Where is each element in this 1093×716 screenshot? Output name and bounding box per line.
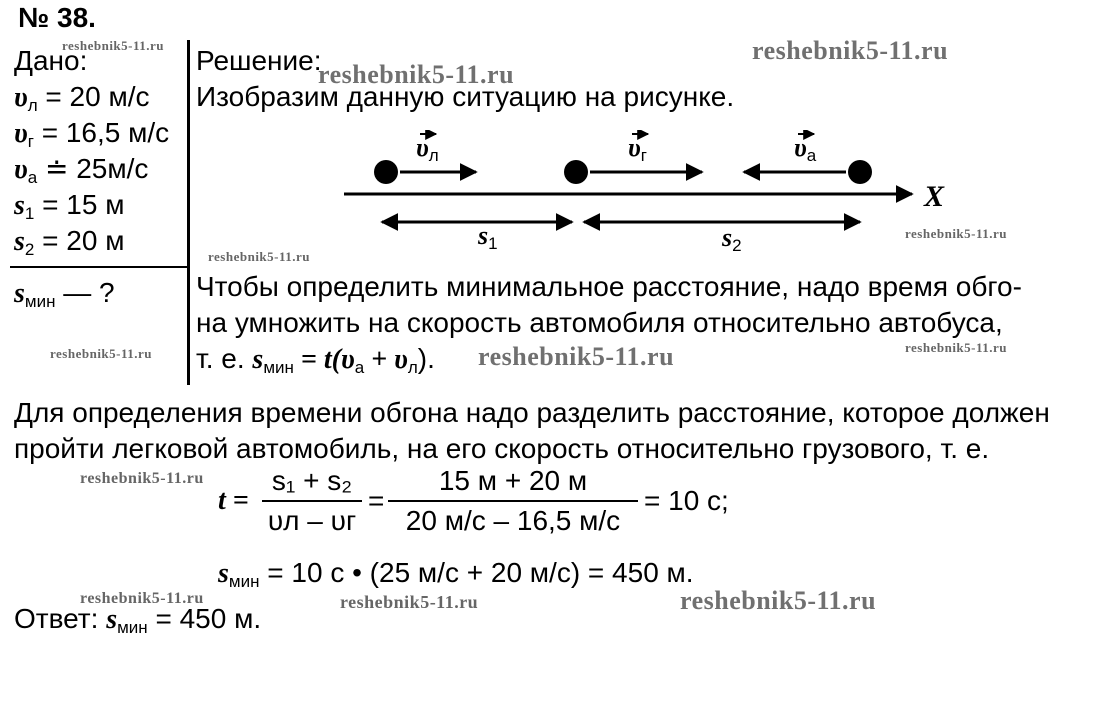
watermark: reshebnik5-11.ru	[80, 590, 204, 607]
eq1-eq: =	[368, 485, 385, 516]
watermark: reshebnik5-11.ru	[752, 36, 949, 65]
car-light	[374, 160, 398, 184]
axis-label-x: X	[924, 180, 945, 213]
solution-line: пройти легковой автомобиль, на его скорость относительно грузового, т. е.	[14, 433, 990, 464]
given-header: Дано:	[14, 45, 88, 76]
watermark: reshebnik5-11.ru	[62, 38, 165, 53]
problem-number: № 38.	[18, 2, 96, 33]
fraction-bar	[262, 500, 362, 502]
given-item: $\upsilon_л = 20$ м/с	[14, 81, 150, 115]
eq1-num2: 15 м + 20 м	[438, 465, 588, 496]
solution-header: Решение:	[196, 45, 322, 76]
label-v-truck: $\upsilon_г$	[628, 133, 647, 165]
watermark: reshebnik5-11.ru	[50, 346, 153, 361]
label-v-bus: $\upsilon_а$	[794, 133, 817, 165]
watermark: reshebnik5-11.ru	[680, 586, 877, 615]
eq1-den1: υл – υг	[267, 505, 357, 536]
answer: Ответ: $s_{мин} = 450$ м.	[14, 603, 262, 637]
label-s2: $s_2$	[722, 223, 742, 255]
watermark: reshebnik5-11.ru	[905, 340, 1008, 355]
find-item: $s_{мин}$ — ?	[14, 277, 115, 311]
eq1-lhs: t =	[218, 485, 249, 516]
label-v-light: $\upsilon_л$	[416, 133, 439, 165]
solution-line: Для определения времени обгона надо разделить расстояние, которое должен	[14, 397, 1050, 428]
given-divider-horizontal	[10, 266, 190, 268]
car-bus	[848, 160, 872, 184]
given-item: $s_1 = 15$ м	[14, 189, 125, 223]
solution-line: Изобразим данную ситуацию на рисунке.	[196, 81, 735, 112]
watermark: reshebnik5-11.ru	[905, 226, 1008, 241]
fraction-bar	[388, 500, 638, 502]
car-truck	[564, 160, 588, 184]
solution-line: на умножить на скорость автомобиля относительно автобуса,	[196, 307, 1003, 338]
watermark: reshebnik5-11.ru	[80, 470, 204, 487]
label-s1: $s_1$	[478, 221, 498, 253]
watermark: reshebnik5-11.ru	[208, 249, 311, 264]
eq1-rhs: = 10 с;	[644, 485, 729, 516]
eq1-den2: 20 м/с – 16,5 м/с	[405, 505, 621, 536]
watermark: reshebnik5-11.ru	[318, 60, 515, 89]
eq2: $s_{мин} = 10$ с • (25 м/с + 20 м/с) = 450 м.	[218, 557, 694, 591]
eq1-num1: s₁ + s₂	[271, 465, 353, 496]
watermark: reshebnik5-11.ru	[340, 592, 479, 612]
watermark: reshebnik5-11.ru	[478, 342, 675, 371]
given-item: $\upsilon_г = 16,5$ м/с	[14, 117, 170, 151]
given-item: $s_2 = 20$ м	[14, 225, 125, 259]
solution-line: т. е. $s_{мин} = t(\upsilon_а + \upsilon_л)$.	[196, 343, 435, 377]
solution-line: Чтобы определить минимальное расстояние, надо время обго-	[196, 271, 1022, 302]
given-item: $\upsilon_а$ ≐ 25м/с	[14, 153, 149, 187]
given-divider-vertical	[187, 40, 190, 385]
